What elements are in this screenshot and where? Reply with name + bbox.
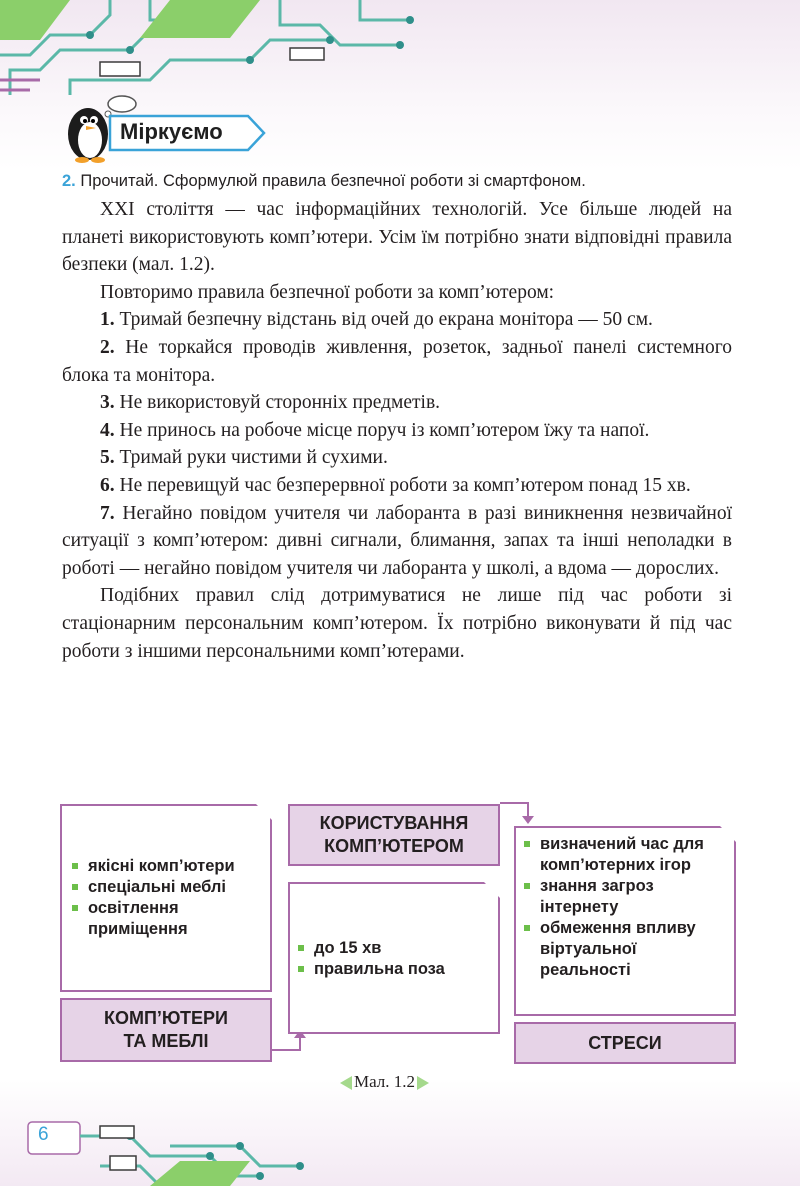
list-item: знання загроз інтернету — [522, 876, 730, 918]
task-number: 2. — [62, 172, 76, 190]
list-item: до 15 хв — [296, 938, 494, 959]
rule-item: 7. Негайно повідом учителя чи лаборанта в разі виникнення незвичайної ситуації з комп’ютером: дивні сигнали, блимання, запах та інші неполадки в роботі — негайно повідом учителя чи лаборанта у школі, а вдома — дорослих. — [62, 502, 733, 579]
task-instruction — [62, 172, 742, 191]
outro-paragraph: Подібних правил слід дотримуватися не лише під час роботи зі стаціонарним персональним комп’ютером. Їх потрібно виконувати й під час роботи з іншими персональними комп’ютерами. — [62, 585, 732, 662]
rule-item: 5. Тримай руки чистими й сухими. — [100, 447, 388, 469]
list-item: якісні комп’ютери — [70, 856, 268, 877]
list-item: визначений час для комп’ютерних ігор — [522, 834, 730, 876]
stress-label: СТРЕСИ — [514, 1022, 736, 1064]
stress-box — [514, 826, 736, 1016]
list-item: освітлення приміщення — [70, 898, 268, 940]
intro-paragraph: XXI століття — час інформаційних технологій. Усе більше людей на планеті використовують комп’ютери. Усім їм потрібно знати відповідні правила безпеки (мал. 1.2). — [62, 199, 732, 276]
circuit-decoration-bottom — [0, 1116, 800, 1186]
body-text — [62, 196, 732, 665]
task-text: Прочитай. Сформулюй правила безпечної роботи зі смартфоном. — [80, 172, 586, 190]
caption-arrow-left-icon — [340, 1076, 352, 1090]
page-number: 6 — [38, 1124, 49, 1145]
usage-label: КОРИСТУВАННЯ КОМП’ЮТЕРОМ — [288, 804, 500, 866]
usage-box — [288, 882, 500, 1034]
rule-item: 1. Тримай безпечну відстань від очей до екрана монітора — 50 см. — [100, 309, 653, 331]
rule-item: 4. Не принось на робоче місце поруч із комп’ютером їжу та напої. — [100, 419, 650, 441]
computers-box — [60, 804, 272, 992]
list-item: спеціальні меблі — [70, 877, 268, 898]
lead-paragraph: Повторимо правила безпечної роботи за комп’ютером: — [100, 281, 555, 303]
list-item: правильна поза — [296, 959, 494, 980]
list-item: обмеження впливу віртуальної реальності — [522, 918, 730, 981]
rule-item: 2. Не торкайся проводів живлення, розеток, задньої панелі системного блока та монітора. — [62, 336, 732, 386]
computers-label: КОМП’ЮТЕРИ ТА МЕБЛІ — [60, 998, 272, 1062]
caption-arrow-right-icon — [417, 1076, 429, 1090]
usage-list — [296, 938, 494, 980]
rule-item: 6. Не перевищуй час безперервної роботи за комп’ютером понад 15 хв. — [100, 474, 691, 496]
rule-item: 3. Не використовуй сторонніх предметів. — [100, 392, 441, 414]
computers-list — [70, 856, 268, 940]
section-title: Міркуємо — [120, 119, 223, 144]
figure-caption: Мал. 1.2 — [340, 1072, 429, 1092]
stress-list — [522, 834, 730, 981]
